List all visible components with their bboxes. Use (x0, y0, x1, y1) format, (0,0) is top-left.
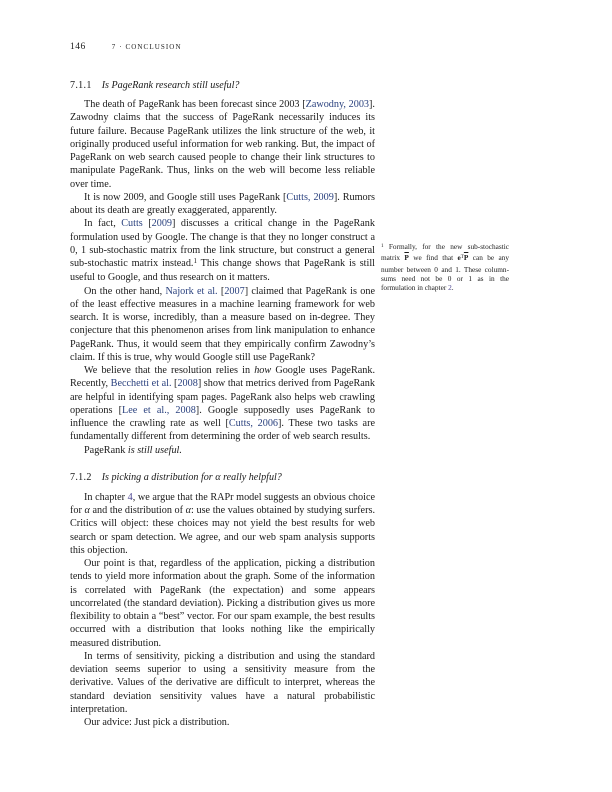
chapter-ref-link[interactable]: 2 (448, 283, 452, 293)
text-run: and the distribution of (89, 505, 186, 516)
section-title: Is picking a distribution for α really helpful? (101, 471, 282, 483)
paragraph (70, 491, 375, 557)
text-run: The death of PageRank has been forecast since 2003 [ (84, 99, 306, 110)
text-run: We believe that the resolution relies in (84, 365, 255, 376)
text-run-italic: α (84, 505, 90, 516)
text-run: PageRank (84, 444, 128, 456)
section-number: 7.1.1 (70, 80, 92, 91)
page-number: 146 (70, 42, 86, 52)
text-run: On the other hand, (84, 285, 166, 297)
section-number: 7.1.2 (70, 471, 92, 483)
citation-link[interactable]: Becchetti et al. (110, 378, 172, 390)
text-run: It is now 2009, and Google still uses PageRank [ (84, 191, 287, 203)
text-run-italic: is still useful. (127, 444, 182, 456)
section-title: Is PageRank research still useful? (101, 80, 240, 91)
running-head (70, 36, 182, 54)
citation-link[interactable]: 2007 (224, 285, 245, 297)
text-run: ]. Rumors about its death are greatly exaggerated, apparently. (70, 191, 375, 216)
text-run-italic: α (185, 505, 192, 516)
paragraph (70, 557, 375, 650)
paragraph (70, 285, 375, 365)
text-run: [ (171, 378, 178, 390)
text-run: Formally, for the new sub-stochastic matrix (381, 242, 509, 263)
text-run: [ (217, 285, 225, 297)
paragraph (70, 444, 375, 457)
citation-link[interactable]: Lee et al., 2008 (121, 404, 196, 416)
paragraph (70, 217, 375, 284)
text-run: ] show that metrics derived from PageRank are helpful in identifying spam pages. PageRank also helps web crawling operations [ (70, 378, 375, 416)
text-run: ]. These two tasks are fundamentally different from determining the order of web search results. (70, 418, 375, 443)
math-bold: e (457, 253, 461, 263)
citation-link[interactable]: 2008 (177, 378, 198, 390)
running-chapter-title: 7 · CONCLUSION (111, 43, 182, 51)
citation-link[interactable]: 2009 (151, 218, 173, 230)
citation-link[interactable]: Najork et al. (165, 285, 218, 297)
paragraph (70, 98, 375, 191)
text-run: Google uses PageRank. Recently, (70, 365, 376, 390)
text-run-italic: how (254, 365, 272, 376)
text-run: , we argue that the RAPr model suggests an obvious choice for (70, 491, 375, 516)
text-run: In terms of sensitivity, picking a distribution and using the standard deviation seems superior to using a sensitivity measure from the derivative. Values of the derivative are difficult to interpret, whereas the standard deviation sensitivity values have a natural probabilistic interpretation. (70, 650, 375, 715)
text-run: [ (142, 218, 152, 230)
text-run: This change shows that PageRank is still useful to Google, and thus research on it matters. (70, 258, 375, 284)
text-run: ]. Zawodny claims that the success of PageRank necessarily induces its future failure. Because PageRank utilizes the link structure of the web, it originally produced useful information for web ranking. But, the impact of PageRank on web search caused people to change their link structures to manipulate PageRank. Thus, links on the web will become less reliable over time. (70, 99, 375, 190)
text-run: Our point is that, regardless of the application, picking a distribution tends to yield more information about the graph. Some of the information is correlated with PageRank (the expectation) and some appears uncorrelated (the standard deviation). Picking a distribution gives us more flexibility to obtain a “best” vector. For our spam example, the best results occurred with a distribution that looks nothing like the empirically measured distribution. (70, 558, 375, 649)
text-run: In chapter (84, 491, 128, 503)
chapter-ref-link[interactable]: 4 (127, 491, 133, 503)
paragraph (70, 191, 375, 218)
text-run: . (451, 283, 454, 293)
paragraph (70, 650, 375, 716)
paragraph (70, 716, 375, 729)
text-run: Our advice: Just pick a distribution. (84, 717, 230, 728)
citation-link[interactable]: Cutts, 2006 (228, 418, 279, 429)
text-run: ]. Google supposedly uses PageRank to influence the crawling rate as well [ (70, 404, 375, 429)
math-bold-bar: $\overline{P}$ (463, 253, 469, 263)
main-text-column (70, 80, 375, 729)
paragraph (70, 364, 375, 444)
superscript: T (460, 254, 464, 261)
math-bold-bar: $\overline{P}$ (404, 253, 409, 263)
margin-footnote (381, 242, 509, 293)
text-run: can be any number between 0 and 1. These column-sums need not be 0 or 1 as in the formulation in chapter (381, 253, 509, 293)
text-run: ] claimed that PageRank is one of the least effective measures in a machine learning framework for web search. It is worse, incredibly, than a measure based on in-degree. They conjecture that this phenomenon arises from link manipulation to enhance PageRank. Thus, it would seem that they empirically confirm Zawodny’s claim. If this is true, why would Google still use PageRank? (70, 285, 375, 363)
section-heading (70, 80, 375, 92)
citation-link[interactable]: Cutts (121, 218, 143, 230)
footnote-marker: 1 (381, 242, 384, 249)
text-run: : use the values obtained by studying surfers. Critics will object: these choices may not yield the best results for web search or spam detection. We agree, and our web spam analysis supports this objection. (70, 505, 375, 556)
citation-link[interactable]: Zawodny, 2003 (305, 99, 370, 110)
text-run: In fact, (84, 218, 122, 230)
text-run: ] discusses a critical change in the PageRank formulation used by Google. The change is that they no longer construct a 0, 1 sub-stochastic matrix from the link structure, but construct a general sub-stochastic matrix instead. (70, 218, 375, 269)
section-heading (70, 472, 375, 484)
citation-link[interactable]: Cutts, 2009 (286, 191, 334, 203)
text-run: we find that (408, 253, 458, 263)
superscript: 1 (193, 257, 197, 265)
